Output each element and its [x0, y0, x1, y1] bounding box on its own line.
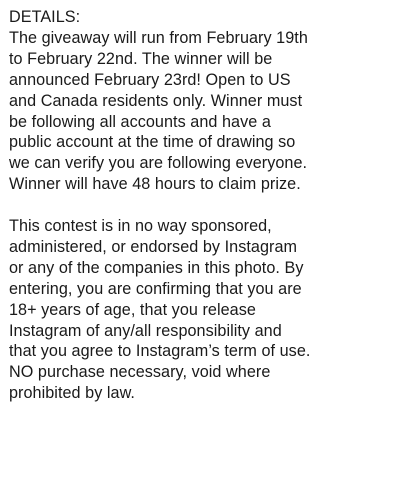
- details-line: Winner will have 48 hours to claim prize.: [9, 175, 301, 194]
- disclaimer-line: This contest is in no way sponsored,: [9, 217, 272, 236]
- disclaimer-line: entering, you are confirming that you are: [9, 279, 302, 298]
- paragraph-break: [9, 195, 402, 216]
- details-heading: DETAILS:: [9, 8, 81, 26]
- disclaimer-line: NO purchase necessary, void where: [9, 363, 271, 382]
- disclaimer-section: [9, 216, 402, 404]
- disclaimer-line: administered, or endorsed by Instagram: [9, 237, 298, 256]
- disclaimer-line: 18+ years of age, that you release: [9, 300, 256, 319]
- disclaimer-line: prohibited by law.: [9, 384, 135, 403]
- details-line: and Canada residents only. Winner must: [9, 91, 303, 110]
- post-caption: [0, 7, 408, 404]
- details-line: announced February 23rd! Open to US: [9, 70, 291, 89]
- details-section: [9, 7, 402, 195]
- disclaimer-line: or any of the companies in this photo. By: [9, 258, 304, 277]
- details-line: The giveaway will run from February 19th: [9, 28, 308, 47]
- details-line: we can verify you are following everyone.: [9, 154, 308, 173]
- details-line: to February 22nd. The winner will be: [9, 49, 273, 68]
- details-line: be following all accounts and have a: [9, 112, 271, 131]
- details-line: public account at the time of drawing so: [9, 133, 296, 152]
- disclaimer-line: that you agree to Instagram’s term of use.: [9, 342, 311, 361]
- disclaimer-line: Instagram of any/all responsibility and: [9, 321, 282, 340]
